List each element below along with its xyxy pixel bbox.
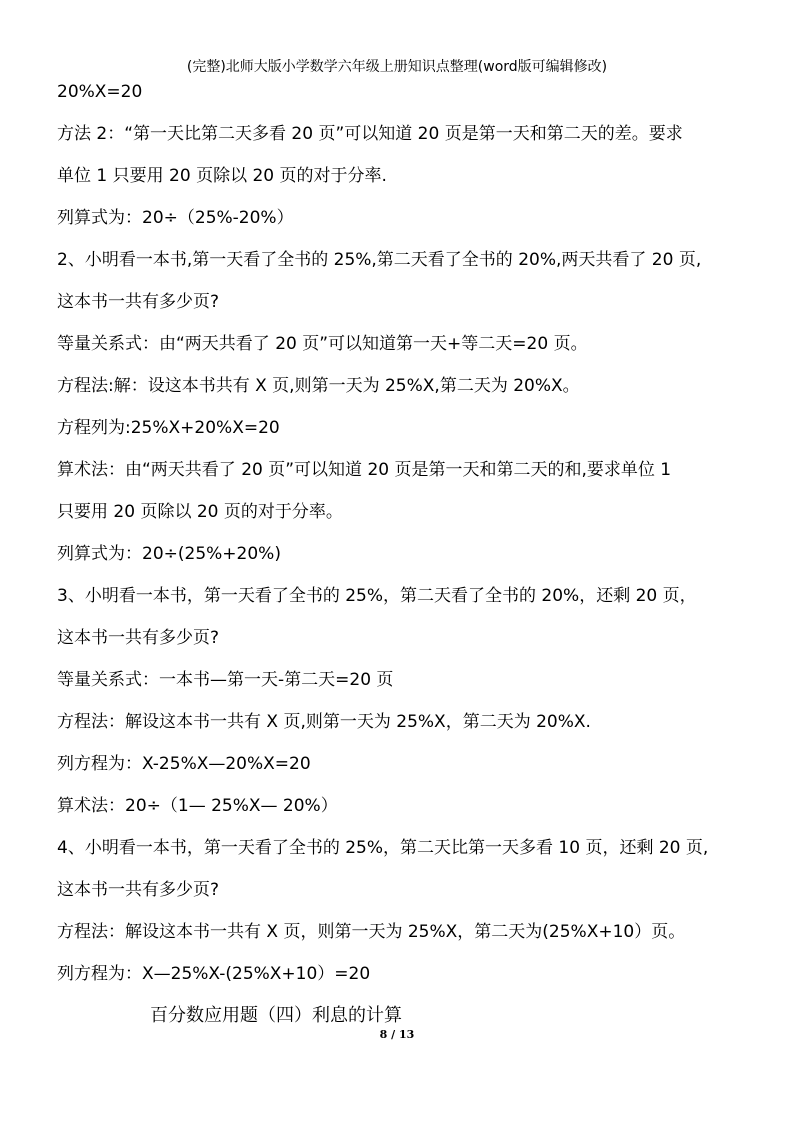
text-line: 方程法:解：设这本书共有 X 页,则第一天为 25%X,第二天为 20%X。 [57,376,580,396]
text-line: 等量关系式：一本书—第一天-第二天=20 页 [57,670,394,690]
text-line: 列方程为：X—25%X-(25%X+10）=20 [57,964,371,984]
page-body [57,82,757,1048]
text-line: 3、小明看一本书，第一天看了全书的 25%，第二天看了全书的 20%，还剩 20 页， [57,586,697,606]
text-line: 等量关系式：由“两天共看了 20 页”可以知道第一天+等二天=20 页。 [57,334,588,354]
text-line: 这本书一共有多少页? [57,628,220,648]
text-line: 方程法：解设这本书一共有 X 页,则第一天为 25%X，第二天为 20%X. [57,712,591,732]
text-line: 20%X=20 [57,82,143,102]
text-line: 方程法：解设这本书一共有 X 页，则第一天为 25%X，第二天为(25%X+10）页。 [57,922,686,942]
document-header: (完整)北师大版小学数学六年级上册知识点整理(word版可编辑修改) [186,59,608,75]
text-line: 列算式为：20÷（25%-20%） [57,208,294,228]
text-line: 列算式为：20÷(25%+20%) [57,544,281,564]
section-heading: 百分数应用题（四）利息的计算 [150,1005,402,1026]
text-line: 4、小明看一本书，第一天看了全书的 25%，第二天比第一天多看 10 页，还剩 20 页, [57,838,709,858]
text-line: 方法 2：“第一天比第二天多看 20 页”可以知道 20 页是第一天和第二天的差。要求 [57,124,683,144]
text-line: 这本书一共有多少页? [57,292,220,312]
text-line: 2、小明看一本书,第一天看了全书的 25%,第二天看了全书的 20%,两天共看了 20 页, [57,250,702,270]
text-line: 只要用 20 页除以 20 页的对于分率。 [57,502,343,522]
text-line: 算术法：由“两天共看了 20 页”可以知道 20 页是第一天和第二天的和,要求单位 1 [57,460,672,480]
page-number: 8 / 13 [379,1028,415,1041]
text-line: 单位 1 只要用 20 页除以 20 页的对于分率. [57,166,387,186]
text-line: 列方程为：X-25%X—20%X=20 [57,754,311,774]
text-line: 方程列为:25%X+20%X=20 [57,418,280,438]
text-line: 这本书一共有多少页? [57,880,220,900]
text-line: 算术法：20÷（1— 25%X— 20%） [57,796,338,816]
